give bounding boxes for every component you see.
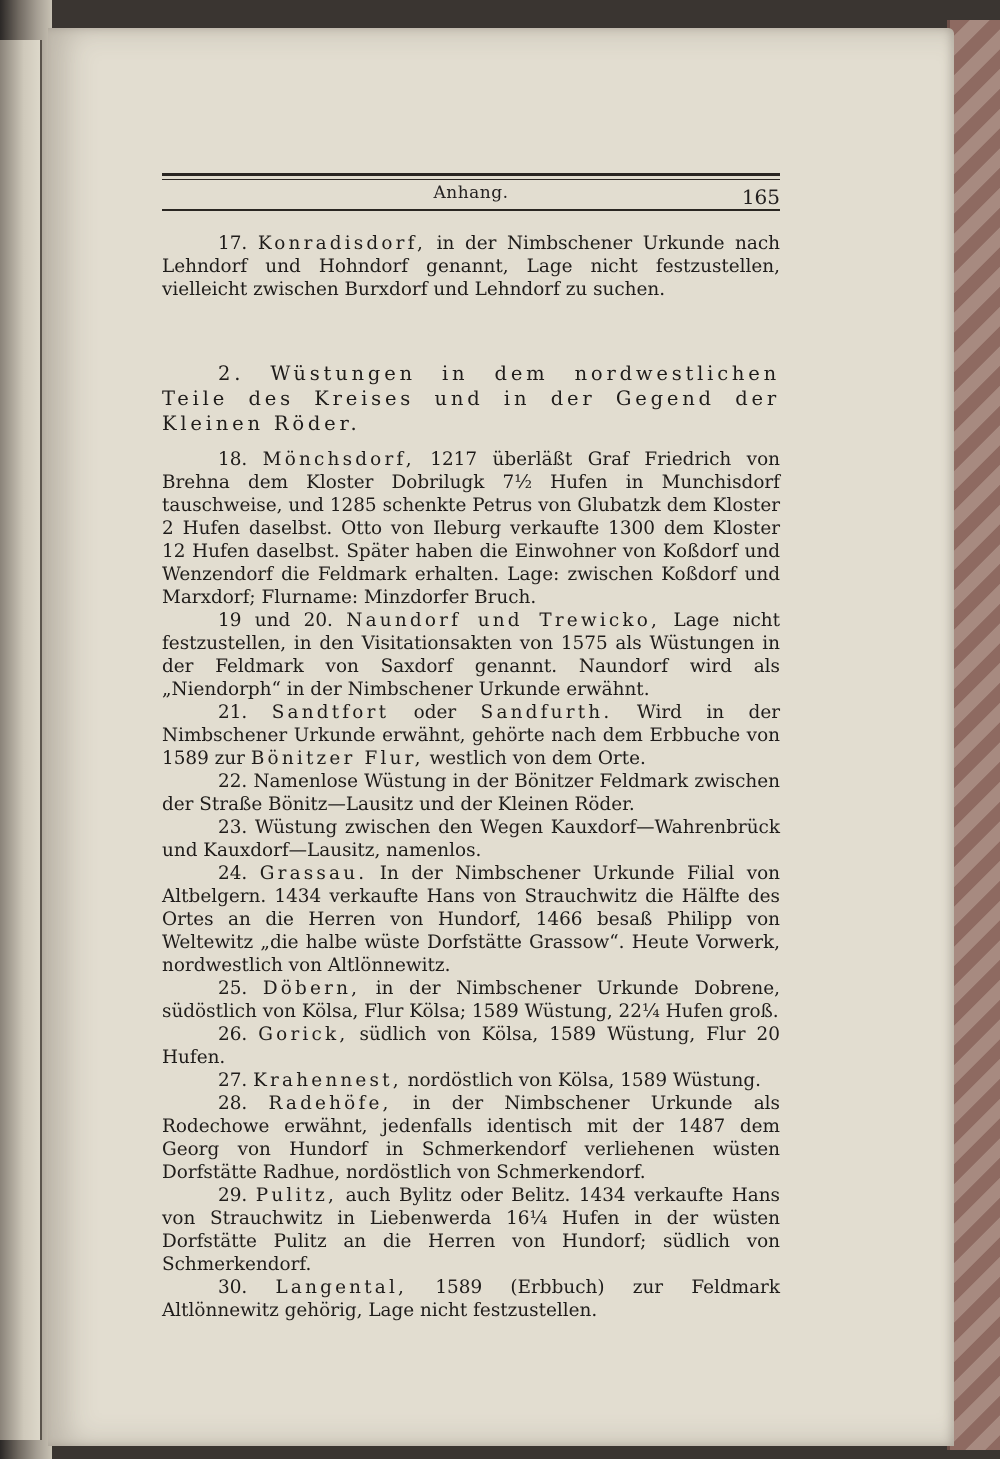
entry-number: 18. [218, 449, 248, 470]
entry-27 [162, 1069, 780, 1092]
page-number: 165 [741, 185, 780, 209]
entry-text: Wüstung zwischen den Wegen Kauxdorf—Wahrenbrück und Kauxdorf—Lausitz, namenlos. [162, 817, 780, 861]
entry-22 [162, 770, 780, 816]
place-name: Radehöfe, [268, 1093, 392, 1114]
place-name: Sandtfort [271, 702, 390, 723]
running-head [162, 183, 780, 209]
place-name-alt: Sandfurth. [480, 702, 613, 723]
header-rule-bottom [162, 209, 780, 211]
entry-text: südlich von Kölsa, 1589 Wüstung, Flur 20 Hufen. [162, 1024, 780, 1068]
place-name: Grassau. [259, 863, 368, 884]
left-page-edge [0, 40, 42, 1440]
book-cover-edge [947, 20, 1000, 1450]
entry-number: 21. [218, 702, 248, 723]
entry-number: 25. [218, 978, 248, 999]
entry-text: in der Nimbschener Urkunde nach Lehndorf und Hohndorf genannt, Lage nicht festzustellen, vielleicht zwischen Burxdorf und Lehndorf zu suchen. [162, 233, 780, 300]
entry-28 [162, 1092, 780, 1184]
entry-text: In der Nimbschener Urkunde Filial von Altbelgern. 1434 verkaufte Hans von Strauchwitz die Hälfte des Ortes an die Herren von Hundorf, 1466 besaß Philipp von Weltewitz „die halbe wüste Dorfstätte Grassow“. Heute Vorwerk, nordwestlich von Altlönnewitz. [162, 863, 780, 976]
entry-18 [162, 448, 780, 609]
entry-30 [162, 1276, 780, 1322]
entry-26 [162, 1023, 780, 1069]
entry-text-after: westlich von dem Orte. [429, 748, 646, 769]
entry-number: 27. [218, 1070, 248, 1091]
entry-number: 22. [218, 771, 248, 792]
running-title: Anhang. [433, 183, 509, 203]
entry-25 [162, 977, 780, 1023]
entry-text: 1589 (Erbbuch) zur Feldmark Altlönnewitz gehörig, Lage nicht festzustellen. [162, 1277, 780, 1321]
place-name: Gorick, [258, 1024, 349, 1045]
entry-number: 17. [218, 233, 248, 254]
entry-number: 19 und 20. [218, 610, 333, 631]
entry-number: 29. [218, 1185, 248, 1206]
section-number: 2. [218, 362, 245, 385]
place-name-flur: Bönitzer Flur, [250, 748, 424, 769]
section-title: Wüstungen in dem nordwestlichen Teile des Kreises und in der Gegend der Kleinen Röder. [162, 362, 780, 435]
page-text [162, 232, 780, 1322]
entry-text: nordöstlich von Kölsa, 1589 Wüstung. [407, 1070, 762, 1091]
entry-number: 30. [218, 1277, 248, 1298]
entry-number: 26. [218, 1024, 248, 1045]
section-heading [162, 361, 780, 436]
entry-text: in der Nimbschener Urkunde als Rodechowe erwähnt, jedenfalls identisch mit der 1487 dem Georg von Hundorf in Schmerkendorf verliehenen wüsten Dorfstätte Radhue, nordöstlich von Schmerkendorf. [162, 1093, 780, 1183]
entry-19-20 [162, 609, 780, 701]
entry-29 [162, 1184, 780, 1276]
entry-text: Wird in der Nimbschener Urkunde erwähnt, gehörte nach dem Erbbuche von 1589 zur [162, 702, 780, 769]
place-name: Döbern, [262, 978, 361, 999]
entry-number: 23. [218, 817, 248, 838]
header-rule [162, 173, 780, 176]
entry-text: Lage nicht festzustellen, in den Visitationsakten von 1575 als Wüstungen in der Feldmark von Saxdorf genannt. Naundorf wird als „Niendorph“ in der Nimbschener Urkunde erwähnt. [162, 610, 780, 700]
entry-21 [162, 701, 780, 770]
entry-text: 1217 überläßt Graf Friedrich von Brehna dem Kloster Dobrilugk 7½ Hufen in Munchisdorf tauschweise, und 1285 schenkte Petrus von Glubatzk dem Kloster 2 Hufen daselbst. Otto von Ileburg verkaufte 1300 dem Kloster 12 Hufen daselbst. Später haben die Einwohner von Koßdorf und Wenzendorf die Feldmark erhalten. Lage: zwischen Koßdorf und Marxdorf; Flurname: Minzdorfer Bruch. [162, 449, 780, 608]
place-name: Pulitz, [255, 1185, 338, 1206]
place-name: Mönchsdorf, [262, 449, 415, 470]
entry-number: 24. [218, 863, 248, 884]
entry-text: Namenlose Wüstung in der Bönitzer Feldmark zwischen der Straße Bönitz—Lausitz und der Kleinen Röder. [162, 771, 780, 815]
entry-text: in der Nimbschener Urkunde Dobrene, südöstlich von Kölsa, Flur Kölsa; 1589 Wüstung, 22¼ Hufen groß. [162, 978, 780, 1022]
place-name: Naundorf und Trewicko, [346, 610, 661, 631]
entry-23 [162, 816, 780, 862]
entry-24 [162, 862, 780, 977]
place-name: Langental, [275, 1277, 408, 1298]
header-rule-thin [162, 179, 780, 180]
entry-text: auch Bylitz oder Belitz. 1434 verkaufte Hans von Strauchwitz in Liebenwerda 16¼ Hufen in der wüsten Dorfstätte Pulitz an die Herren von Hundorf; südlich von Schmerkendorf. [162, 1185, 780, 1275]
place-name: Krahennest, [253, 1070, 402, 1091]
entry-number: 28. [218, 1093, 248, 1114]
entry-text: oder [413, 702, 457, 723]
place-name: Konradisdorf, [257, 233, 427, 254]
entry-17 [162, 232, 780, 301]
